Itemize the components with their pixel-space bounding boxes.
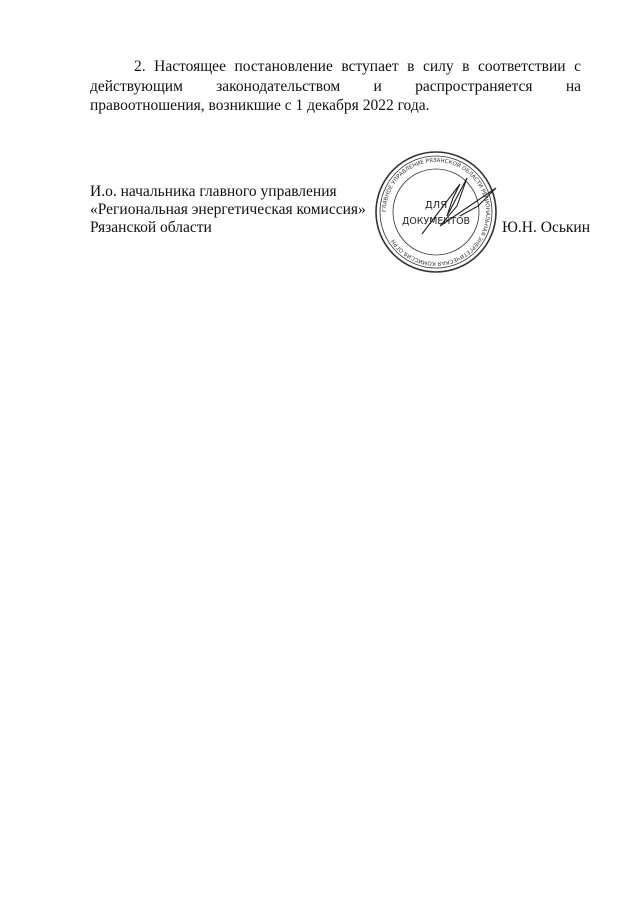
stamp-ring-text: ГЛАВНОЕ УПРАВЛЕНИЕ РЯЗАНСКОЙ ОБЛАСТИ РЕГИОНАЛЬНАЯ ЭНЕРГЕТИЧЕСКАЯ КОМИССИЯ ОГРН xyxy=(381,157,491,267)
signer-position-line2: «Региональная энергетическая комиссия» xyxy=(90,201,366,218)
paragraph-2: 2. Настоящее постановление вступает в силу в соответствии с действующим законодательством и распространяется на правоотношения, возникшие с 1 декабря 2022 года. xyxy=(90,58,581,114)
signer-name: Ю.Н. Оськин xyxy=(502,219,591,236)
handwritten-signature xyxy=(420,176,500,236)
stamp-center-line1: ДЛЯ xyxy=(424,200,448,211)
stamp-center-line2: ДОКУМЕНТОВ xyxy=(402,216,471,227)
signer-position-line1: И.о. начальника главного управления xyxy=(90,183,337,200)
signature-block xyxy=(90,183,366,237)
signer-position-line3: Рязанской области xyxy=(90,219,212,236)
